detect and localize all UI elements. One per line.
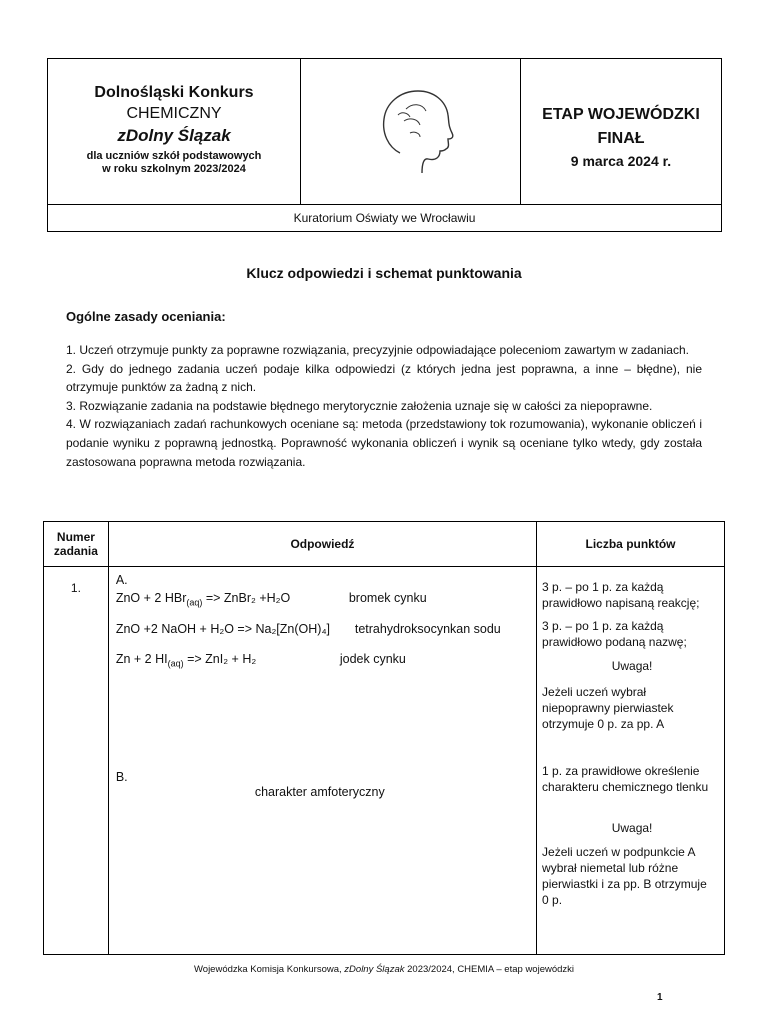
points-a1: 3 p. – po 1 p. za każdą prawidłowo napisaną reakcję; <box>542 580 700 610</box>
points-b1: 1 p. za prawidłowe określenie charakteru chemicznego tlenku <box>542 764 709 794</box>
organizer: Kuratorium Oświaty we Wrocławiu <box>48 204 721 231</box>
equation-2: ZnO +2 NaOH + H₂O => Na₂[Zn(OH)₄] <box>115 622 331 636</box>
equation-1-name: bromek cynku <box>348 591 427 605</box>
equation-3-name: jodek cynku <box>339 652 406 666</box>
rules-heading: Ogólne zasady oceniania: <box>66 309 226 324</box>
stage-line2: FINAŁ <box>597 130 645 147</box>
part-b-label: B. <box>115 770 128 784</box>
contest-line2: CHEMICZNY <box>126 105 222 122</box>
rule-item: 3. Rozwiązanie zadania na podstawie błędnego merytorycznie założenia uznaje się w całości za niepoprawne. <box>66 398 653 413</box>
part-a-label: A. <box>115 573 128 587</box>
logo-cell <box>301 59 521 204</box>
contest-cell <box>48 59 301 204</box>
audience-line2: w roku szkolnym 2023/2024 <box>102 163 246 175</box>
points-cell <box>537 567 725 955</box>
header-answer: Odpowiedź <box>108 522 536 567</box>
points-a2: 3 p. – po 1 p. za każdą prawidłowo podaną nazwę; <box>542 619 687 649</box>
rule-item: 4. W rozwiązaniach zadań rachunkowych oceniane są: metoda (przedstawiony tok rozumowania), wykonanie obliczeń i podanie wyniku z poprawną jednostką. Poprawność wykonania obliczeń i wynik są oceniane tylko wtedy, gdy została zastosowana poprawna metoda rozwiązania. <box>66 417 702 469</box>
answer-cell <box>108 567 536 955</box>
part-b-answer: charakter amfoteryczny <box>254 785 385 799</box>
equation-3: Zn + 2 $HI_{(aq)} => ZnI_2 + H_2$ <box>115 652 257 669</box>
page-number: 1 <box>657 992 663 1003</box>
task-number: 1. <box>44 567 109 955</box>
points-b2: Jeżeli uczeń w podpunkcie A wybrał niemetal lub różne pierwiastki i za pp. B otrzymuje 0 p. <box>542 845 707 907</box>
contest-name: zDolny Ślązak <box>117 126 231 145</box>
answer-table <box>43 521 725 955</box>
stage-line1: ETAP WOJEWÓDZKI <box>542 106 700 123</box>
rule-item: 1. Uczeń otrzymuje punkty za poprawne rozwiązania, precyzyjnie odpowiadające poleceniom zawartym w zadaniach. <box>66 343 689 357</box>
table-row <box>44 567 725 955</box>
footer: Wojewódzka Komisja Konkursowa, zDolny Ślązak 2023/2024, CHEMIA – etap wojewódzki <box>193 964 575 975</box>
header-box <box>47 58 722 232</box>
equation-1: ZnO + 2 HBr$_{(aq)}$ => ZnBr₂ +H₂O <box>115 591 291 608</box>
rule-item: 2. Gdy do jednego zadania uczeń podaje kilka odpowiedzi (z których jedna jest poprawna, a inne – błędne), nie otrzymuje punktów za żadną z nich. <box>66 361 702 395</box>
header-task-number: Numer zadania <box>44 522 109 567</box>
points-a3: Jeżeli uczeń wybrał niepoprawny pierwiastek otrzymuje 0 p. za pp. A <box>542 685 674 731</box>
head-logo-icon <box>370 81 470 181</box>
note-2: Uwaga! <box>611 821 653 835</box>
audience-line1: dla uczniów szkół podstawowych <box>86 150 262 162</box>
equation-2-name: tetrahydroksocynkan sodu <box>354 622 501 636</box>
note-1: Uwaga! <box>611 659 653 673</box>
header-points: Liczba punktów <box>537 522 725 567</box>
stage-cell <box>521 59 721 204</box>
document-title: Klucz odpowiedzi i schemat punktowania <box>246 265 522 281</box>
stage-date: 9 marca 2024 r. <box>570 153 672 169</box>
rules-list <box>66 341 702 471</box>
contest-line1: Dolnośląski Konkurs <box>94 84 254 101</box>
